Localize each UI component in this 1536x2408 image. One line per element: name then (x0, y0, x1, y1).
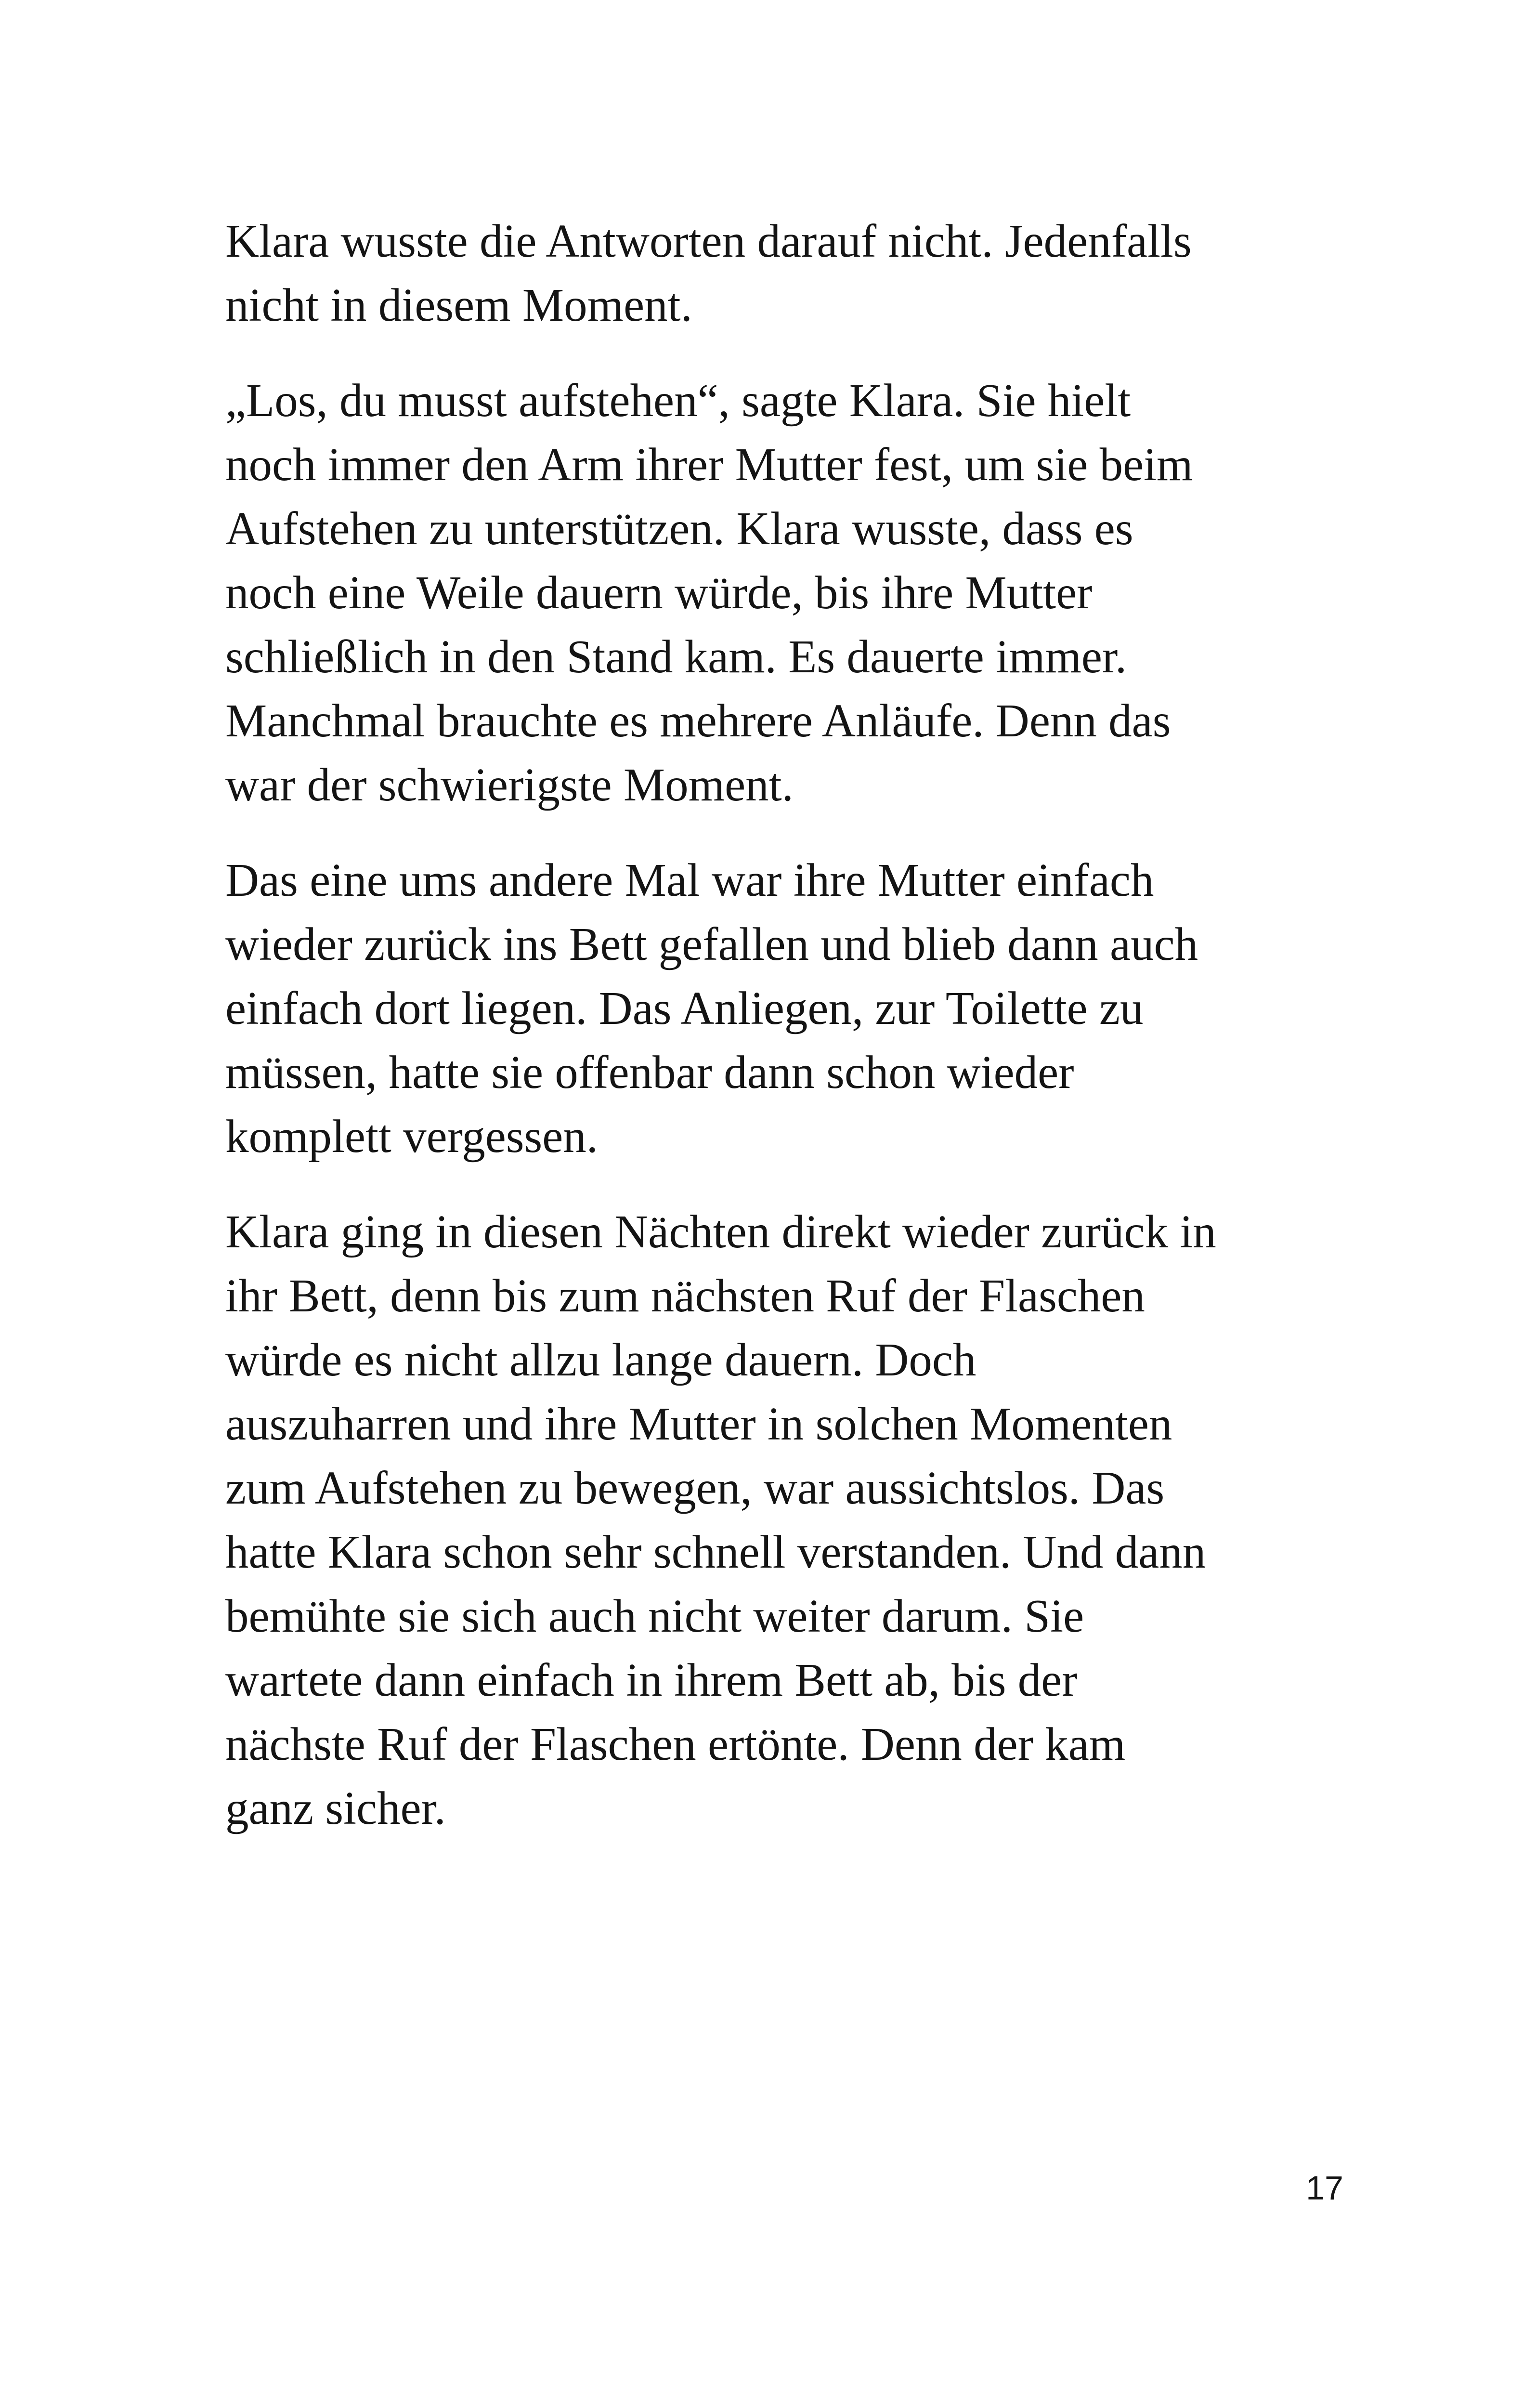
text-line: Das eine ums andere Mal war ihre Mutter einfach (225, 854, 1154, 906)
text-line: einfach dort liegen. Das Anliegen, zur Toilette zu (225, 982, 1144, 1034)
text-line: bemühte sie sich auch nicht weiter darum. Sie (225, 1590, 1084, 1642)
text-line: Manchmal brauchte es mehrere Anläufe. Denn das (225, 695, 1171, 746)
text-line: wartete dann einfach in ihrem Bett ab, bis der (225, 1654, 1078, 1706)
text-line: nächste Ruf der Flaschen ertönte. Denn der kam (225, 1718, 1126, 1770)
paragraph-2 (225, 368, 1391, 817)
text-line: zum Aufstehen zu bewegen, war aussichtslos. Das (225, 1462, 1165, 1514)
text-line: nicht in diesem Moment. (225, 279, 692, 331)
text-line: noch immer den Arm ihrer Mutter fest, um sie beim (225, 439, 1193, 490)
text-line: Klara ging in diesen Nächten direkt wieder zurück in (225, 1206, 1216, 1257)
paragraph-4 (225, 1200, 1391, 1840)
text-line: schließlich in den Stand kam. Es dauerte immer. (225, 631, 1127, 682)
text-line: Klara wusste die Antworten darauf nicht. Jedenfalls (225, 215, 1192, 267)
text-line: hatte Klara schon sehr schnell verstanden. Und dann (225, 1526, 1206, 1578)
paragraph-1 (225, 209, 1391, 337)
body-text (225, 209, 1391, 1871)
page-number: 17 (1306, 2169, 1343, 2207)
text-line: komplett vergessen. (225, 1111, 599, 1162)
text-line: auszuharren und ihre Mutter in solchen Momenten (225, 1398, 1172, 1450)
text-line: ganz sicher. (225, 1782, 446, 1834)
text-line: wieder zurück ins Bett gefallen und blieb dann auch (225, 918, 1198, 970)
paragraph-3 (225, 848, 1391, 1168)
text-line: „Los, du musst aufstehen“, sagte Klara. Sie hielt (225, 375, 1131, 426)
text-line: Aufstehen zu unterstützen. Klara wusste, dass es (225, 503, 1133, 554)
text-line: würde es nicht allzu lange dauern. Doch (225, 1334, 976, 1386)
text-line: war der schwierigste Moment. (225, 759, 794, 811)
text-line: müssen, hatte sie offenbar dann schon wieder (225, 1047, 1074, 1098)
text-line: ihr Bett, denn bis zum nächsten Ruf der Flaschen (225, 1270, 1145, 1322)
text-line: noch eine Weile dauern würde, bis ihre Mutter (225, 567, 1093, 618)
